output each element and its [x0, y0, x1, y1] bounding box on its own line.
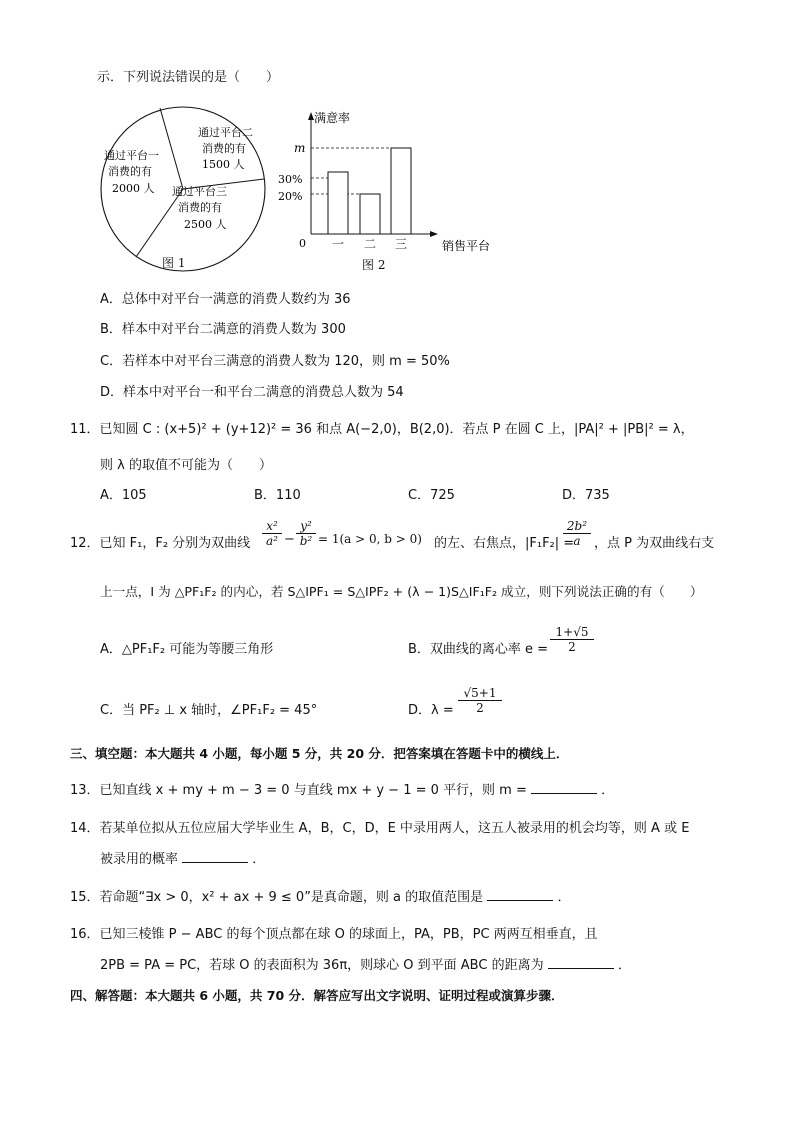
pie-seg3-line1: 通过平台三	[172, 185, 227, 198]
q10-option-a: A．总体中对平台一满意的消费人数约为 36	[100, 292, 351, 307]
q12-frac1	[262, 519, 282, 548]
q10-option-c: C．若样本中对平台三满意的消费人数为 120，则 m = 50%	[100, 354, 450, 369]
q11-stem: 11．已知圆 C : (x+5)² + (y+12)² = 36 和点 A(−2,0)，B(2,0)．若点 P 在圆 C 上，|PA|² + |PB|² = λ，	[70, 422, 694, 437]
q11-option-b: B．110	[254, 488, 301, 503]
q11-option-a: A．105	[100, 488, 147, 503]
q16-line2	[100, 954, 631, 973]
q13-text	[70, 779, 614, 798]
tick-30: 30%	[278, 173, 303, 186]
pie-seg1-line1: 通过平台一	[104, 149, 159, 162]
q13-answer-blank[interactable]	[531, 781, 597, 794]
q16-end: ．	[617, 958, 631, 973]
q12-frac3-num: 2b²	[566, 519, 588, 533]
q13-stem: 13．已知直线 x + my + m − 3 = 0 与直线 mx + y − 1 = 0 平行，则 m =	[70, 783, 527, 798]
q12-option-d-den: 2	[458, 700, 502, 715]
tick-origin: 0	[299, 237, 306, 250]
x-axis-label: 销售平台	[442, 239, 491, 253]
tick-m: m	[294, 141, 306, 155]
pie-seg2-line1: 通过平台二	[198, 126, 253, 139]
tick-20: 20%	[278, 190, 303, 203]
y-axis-label: 满意率	[314, 111, 351, 125]
q12-line1-a: 12．已知 F₁，F₂ 分别为双曲线	[70, 536, 251, 551]
q12-cond: = 1(a > 0, b > 0)	[318, 532, 422, 546]
q11-option-c: C．725	[408, 488, 455, 503]
q15-stem: 15．若命题“∃x > 0，x² + ax + 9 ≤ 0”是真命题，则 a 的取值范围是	[70, 890, 484, 905]
q14-end: ．	[252, 852, 266, 867]
pie-seg1-line2: 消费的有	[108, 165, 152, 178]
q10-intro: 示．下列说法错误的是（ ）	[97, 70, 280, 85]
q12-option-b: B．双曲线的离心率 e =	[408, 642, 549, 657]
q16-stem: 2PB = PA = PC，若球 O 的表面积为 36π，则球心 O 到平面 ABC 的距离为	[100, 958, 544, 973]
q15-text	[70, 886, 570, 905]
q12-option-a: A．△PF₁F₂ 可能为等腰三角形	[100, 642, 274, 657]
q14-line1: 14．若某单位拟从五位应届大学毕业生 A，B，C，D，E 中录用两人，这五人被录用的机会均等，则 A 或 E	[70, 821, 690, 836]
category-1: 一	[332, 237, 345, 251]
q15-answer-blank[interactable]	[487, 888, 553, 901]
bar-platform-3	[391, 148, 411, 234]
bar-platform-1	[328, 172, 348, 234]
q12-option-d-frac	[458, 686, 502, 715]
x-axis-arrow	[430, 231, 438, 237]
q12-frac3	[563, 519, 591, 548]
q15-end: ．	[557, 890, 571, 905]
section4-heading: 四、解答题：本大题共 6 小题，共 70 分．解答应写出文字说明、证明过程或演算步骤．	[70, 988, 564, 1003]
q12-line2: 上一点，I 为 △PF₁F₂ 的内心，若 S△IPF₁ = S△IPF₂ + (λ − 1)S△IF₁F₂ 成立，则下列说法正确的有（ ）	[100, 584, 703, 599]
section3-heading: 三、填空题：本大题共 4 小题，每小题 5 分，共 20 分．把答案填在答题卡中的横线上．	[70, 746, 569, 761]
q12-frac1-den: a²	[262, 533, 282, 548]
pie-seg2-line3: 1500 人	[202, 158, 245, 171]
q12-frac3-den: a	[563, 533, 591, 548]
q11-stem2: 则 λ 的取值不可能为（ ）	[100, 458, 272, 473]
pie-seg3-line3: 2500 人	[184, 218, 227, 231]
pie-seg3-line2: 消费的有	[178, 201, 222, 214]
q12-frac2-num: y²	[300, 519, 312, 533]
q12-option-d-num: √5+1	[463, 686, 497, 700]
category-3: 三	[395, 237, 408, 251]
q10-option-b: B．样本中对平台二满意的消费人数为 300	[100, 322, 346, 337]
bar-chart	[276, 106, 508, 256]
q12-option-c: C．当 PF₂ ⊥ x 轴时，∠PF₁F₂ = 45°	[100, 703, 318, 718]
q10-option-d: D．样本中对平台一和平台二满意的消费总人数为 54	[100, 385, 404, 400]
q14-line2	[100, 848, 265, 867]
fig2-caption: 图 2	[362, 258, 386, 272]
q11-option-d: D．735	[562, 488, 610, 503]
q12-option-d: D．λ =	[408, 703, 454, 718]
fig1-caption: 图 1	[162, 256, 186, 270]
q12-option-b-frac	[550, 625, 594, 654]
q13-end: ．	[601, 783, 615, 798]
q16-answer-blank[interactable]	[548, 956, 614, 969]
q12-option-b-den: 2	[550, 639, 594, 654]
pie-seg2-line2: 消费的有	[202, 142, 246, 155]
q16-line1: 16．已知三棱锥 P − ABC 的每个顶点都在球 O 的球面上，PA，PB，PC 两两互相垂直，且	[70, 927, 598, 942]
q12-frac1-num: x²	[266, 519, 278, 533]
q12-line1-b: 的左、右焦点，|F₁F₂| =	[434, 536, 575, 551]
category-2: 二	[364, 237, 377, 251]
pie-seg1-line3: 2000 人	[112, 182, 155, 195]
q12-line1-c: ，点 P 为双曲线右支	[594, 536, 715, 551]
bar-platform-2	[360, 194, 380, 234]
q12-frac2	[296, 519, 316, 548]
pie-figure	[98, 104, 268, 274]
q14-stem: 被录用的概率	[100, 852, 179, 867]
q12-frac2-den: b²	[296, 533, 316, 548]
q12-option-b-num: 1+√5	[555, 625, 589, 639]
q14-answer-blank[interactable]	[182, 850, 248, 863]
